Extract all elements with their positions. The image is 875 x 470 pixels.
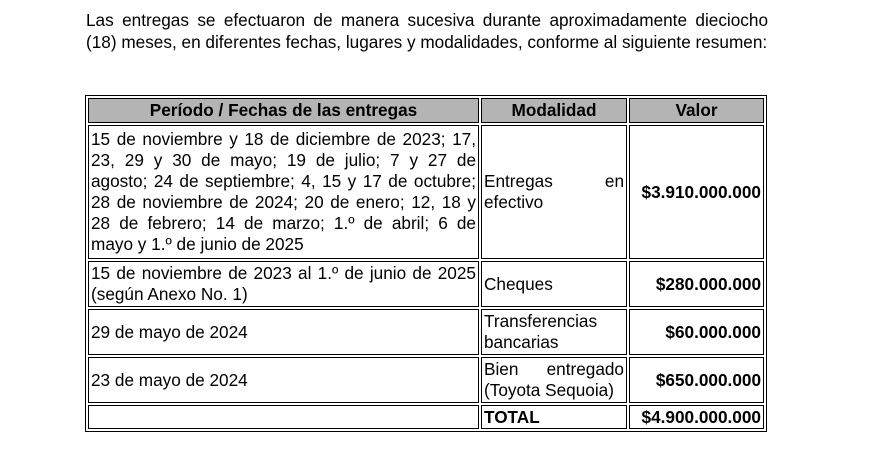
deliveries-summary-table: [85, 95, 767, 432]
value-cell: $650.000.000: [629, 357, 764, 403]
total-period-cell: [88, 405, 479, 429]
header-value: Valor: [629, 98, 764, 123]
period-cell: 15 de noviembre de 2023 al 1.º de junio de 2025 (según Anexo No. 1): [88, 261, 479, 307]
table-row: [88, 125, 764, 259]
intro-paragraph: Las entregas se efectuaron de manera sucesiva durante aproximadamente dieciocho (18) meses, en diferentes fechas, lugares y modalidades, conforme al siguiente resumen:: [86, 10, 768, 52]
header-modality: Modalidad: [481, 98, 627, 123]
modality-cell: Cheques: [481, 261, 627, 307]
modality-cell: Transferencias bancarias: [481, 309, 627, 355]
total-value: $4.900.000.000: [629, 405, 764, 429]
total-label: TOTAL: [481, 405, 627, 429]
period-cell: 15 de noviembre y 18 de diciembre de 2023; 17, 23, 29 y 30 de mayo; 19 de julio; 7 y 27 de agosto; 24 de septiembre; 4, 15 y 17 de octubre; 28 de noviembre de 2024; 20 de enero; 12, 18 y 28 de febrero; 14 de marzo; 1.º de abril; 6 de mayo y 1.º de junio de 2025: [88, 125, 479, 259]
value-cell: $60.000.000: [629, 309, 764, 355]
modality-cell: Entregas en efectivo: [481, 125, 627, 259]
total-row: [88, 405, 764, 429]
period-cell: 29 de mayo de 2024: [88, 309, 479, 355]
table-row: [88, 309, 764, 355]
modality-cell: Bien entregado (Toyota Sequoia): [481, 357, 627, 403]
table-row: [88, 357, 764, 403]
value-cell: $3.910.000.000: [629, 125, 764, 259]
header-period: Período / Fechas de las entregas: [88, 98, 479, 123]
table-header-row: [88, 98, 764, 123]
period-cell: 23 de mayo de 2024: [88, 357, 479, 403]
table-row: [88, 261, 764, 307]
value-cell: $280.000.000: [629, 261, 764, 307]
